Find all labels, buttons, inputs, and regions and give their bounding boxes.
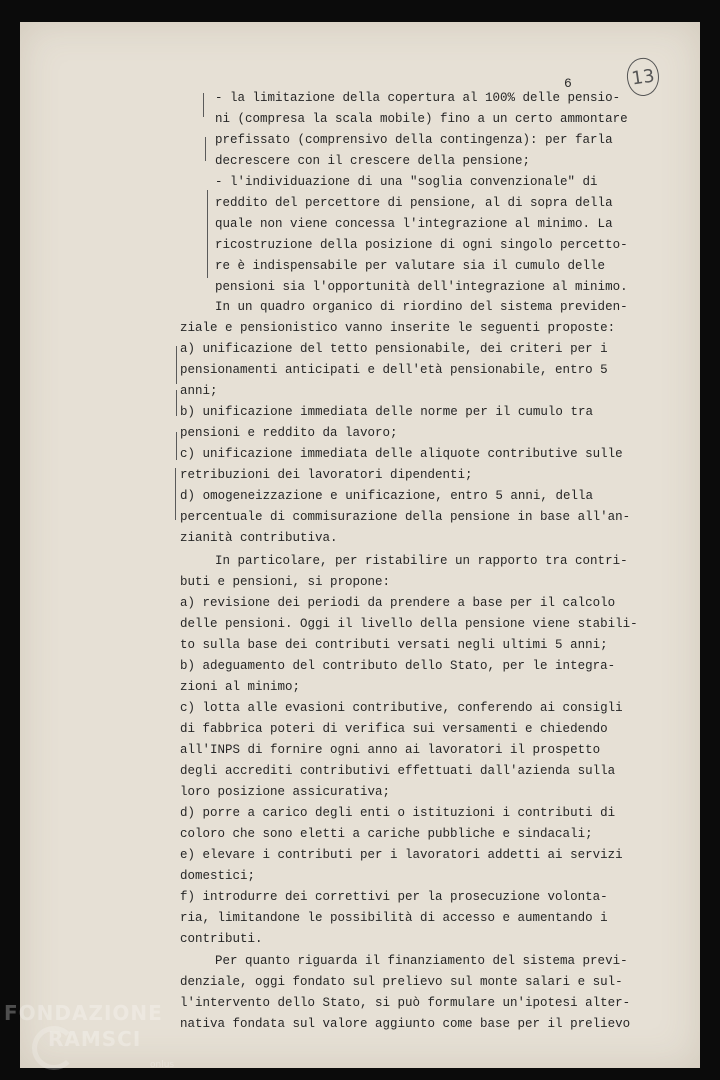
text-line: b) adeguamento del contributo dello Stato, per le integra- (180, 659, 616, 673)
text-line: d) porre a carico degli enti o istituzioni i contributi di (180, 806, 616, 820)
text-line: coloro che sono eletti a cariche pubbliche e sindacali; (180, 827, 593, 841)
text-line: ni (compresa la scala mobile) fino a un certo ammontare (215, 112, 628, 126)
text-line: delle pensioni. Oggi il livello della pensione viene stabili- (180, 617, 638, 631)
text-line: ria, limitandone le possibilità di accesso e aumentando i (180, 911, 608, 925)
text-line: a) revisione dei periodi da prendere a base per il calcolo (180, 596, 616, 610)
text-line: loro posizione assicurativa; (180, 785, 391, 799)
text-line: ricostruzione della posizione di ogni singolo percetto- (215, 238, 628, 252)
text-line: pensionamenti anticipati e dell'età pensionabile, entro 5 (180, 363, 608, 377)
text-line: retribuzioni dei lavoratori dipendenti; (180, 468, 473, 482)
text-line: degli accrediti contributivi effettuati dall'azienda sulla (180, 764, 616, 778)
watermark-line2: RAMSCI (48, 1027, 142, 1051)
text-line: quale non viene concessa l'integrazione al minimo. La (215, 217, 613, 231)
text-line: domestici; (180, 869, 256, 883)
text-line: - l'individuazione di una "soglia convenzionale" di (215, 175, 598, 189)
text-line: pensioni sia l'opportunità dell'integrazione al minimo. (215, 280, 628, 294)
text-line: c) lotta alle evasioni contributive, conferendo ai consigli (180, 701, 623, 715)
text-line: e) elevare i contributi per i lavoratori addetti ai servizi (180, 848, 623, 862)
text-line: to sulla base dei contributi versati negli ultimi 5 anni; (180, 638, 608, 652)
text-line: percentuale di commisurazione della pensione in base all'an- (180, 510, 631, 524)
text-line: l'intervento dello Stato, si può formulare un'ipotesi alter- (180, 996, 631, 1010)
text-line: decrescere con il crescere della pensione; (215, 154, 531, 168)
watermark-sub: onlus (150, 1060, 175, 1070)
text-line: reddito del percettore di pensione, al di sopra della (215, 196, 613, 210)
text-line: prefissato (comprensivo della contingenza): per farla (215, 133, 613, 147)
text-line: denziale, oggi fondato sul prelievo sul monte salari e sul- (180, 975, 623, 989)
text-line: anni; (180, 384, 218, 398)
text-line: zianità contributiva. (180, 531, 338, 545)
text-line: ziale e pensionistico vanno inserite le seguenti proposte: (180, 321, 616, 335)
page-number: 6 (564, 76, 572, 91)
text-line: d) omogeneizzazione e unificazione, entro 5 anni, della (180, 489, 593, 503)
text-line: In un quadro organico di riordino del sistema previden- (215, 300, 628, 314)
text-line: nativa fondata sul valore aggiunto come base per il prelievo (180, 1017, 631, 1031)
text-line: f) introdurre dei correttivi per la prosecuzione volonta- (180, 890, 608, 904)
watermark-logo (4, 1000, 175, 1070)
text-line: all'INPS di fornire ogni anno ai lavoratori il prospetto (180, 743, 601, 757)
text-line: b) unificazione immediata delle norme per il cumulo tra (180, 405, 593, 419)
text-line: c) unificazione immediata delle aliquote contributive sulle (180, 447, 623, 461)
handwritten-folio-number: 13 (625, 56, 662, 98)
text-line: pensioni e reddito da lavoro; (180, 426, 398, 440)
text-line: di fabbrica poteri di verifica sui versamenti e chiedendo (180, 722, 608, 736)
text-line: zioni al minimo; (180, 680, 301, 694)
text-line: a) unificazione del tetto pensionabile, dei criteri per i (180, 342, 608, 356)
watermark-line1: FONDAZIONE (4, 1001, 163, 1025)
text-line: re è indispensabile per valutare sia il cumulo delle (215, 259, 606, 273)
text-line: In particolare, per ristabilire un rapporto tra contri- (215, 554, 628, 568)
text-line: buti e pensioni, si propone: (180, 575, 391, 589)
text-line: - la limitazione della copertura al 100% delle pensio- (215, 91, 621, 105)
text-line: Per quanto riguarda il finanziamento del sistema previ- (215, 954, 628, 968)
g-logo-icon (32, 1026, 76, 1070)
text-line: contributi. (180, 932, 263, 946)
